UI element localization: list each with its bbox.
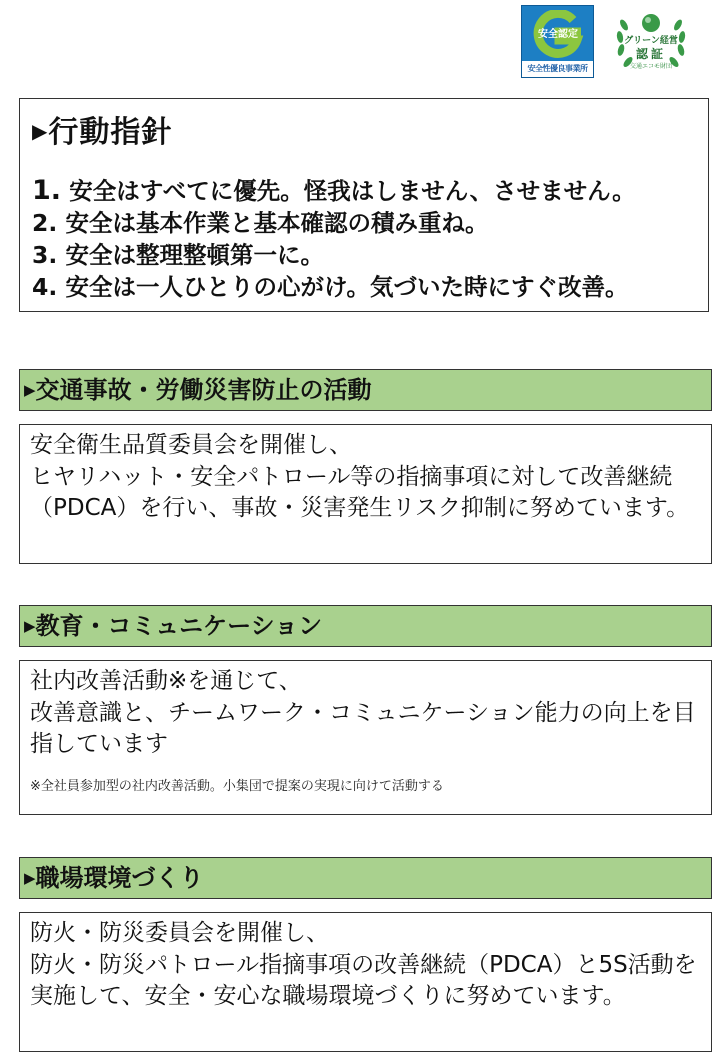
section-header-workplace-environment — [19, 857, 712, 899]
section-footnote: ※全社員参加型の社内改善活動。小集団で提案の実現に向けて活動する — [30, 778, 444, 794]
section-header-accident-prevention — [19, 369, 712, 411]
policy-item: 3. 安全は整理整頓第一に。 — [32, 241, 324, 269]
section-line: 防火・防災委員会を開催し、 — [30, 920, 329, 946]
green-management-badge — [612, 5, 690, 78]
safety-badge-top-text: 安全認定 — [538, 29, 578, 40]
policy-title-text: 行動指針 — [48, 115, 173, 150]
g-mark-icon — [529, 10, 587, 60]
section-line: 安全衛生品質委員会を開催し、 — [30, 432, 352, 458]
section-line: 社内改善活動※を通じて、 — [30, 668, 302, 694]
policy-title — [32, 107, 172, 151]
section-line: ヒヤリハット・安全パトロール等の指摘事項に対して改善継続（PDCA）を行い、事故・災害発生リスク抑制に努めています。 — [30, 463, 690, 521]
triangle-bullet-icon: ▶ — [24, 617, 36, 635]
section-header-education — [19, 605, 712, 647]
section-line: 防火・防災パトロール指摘事項の改善継続（PDCA）と5S活動を実施して、安全・安心な職場環境づくりに努めています。 — [30, 951, 697, 1009]
section-content-education — [19, 660, 712, 815]
section-heading-text: 交通事故・労働災害防止の活動 — [35, 376, 372, 404]
section-heading-text: 職場環境づくり — [35, 864, 204, 892]
green-badge-line1: グリーン経営 — [624, 36, 678, 46]
action-policy-box — [19, 98, 709, 312]
green-badge-line2: 認証 — [635, 47, 666, 61]
policy-item: 1. 安全はすべてに優先。怪我はしません、させません。 — [32, 175, 636, 206]
safety-badge-bottom-text: 安全性優良事業所 — [522, 61, 593, 77]
policy-list — [32, 175, 636, 303]
triangle-bullet-icon: ▶ — [24, 381, 36, 399]
section-content-accident-prevention — [19, 424, 712, 564]
green-badge-line3: 交通エコモ財団 — [629, 63, 672, 70]
policy-item: 4. 安全は一人ひとりの心がけ。気づいた時にすぐ改善。 — [32, 273, 629, 301]
triangle-bullet-icon: ▶ — [32, 119, 49, 143]
section-line: 改善意識と、チームワーク・コミュニケーション能力の向上を目指しています — [30, 699, 696, 757]
triangle-bullet-icon: ▶ — [24, 869, 36, 887]
section-content-workplace-environment — [19, 912, 712, 1052]
safety-certification-badge — [521, 5, 594, 78]
section-heading-text: 教育・コミュニケーション — [35, 612, 323, 640]
policy-item: 2. 安全は基本作業と基本確認の積み重ね。 — [32, 209, 489, 237]
